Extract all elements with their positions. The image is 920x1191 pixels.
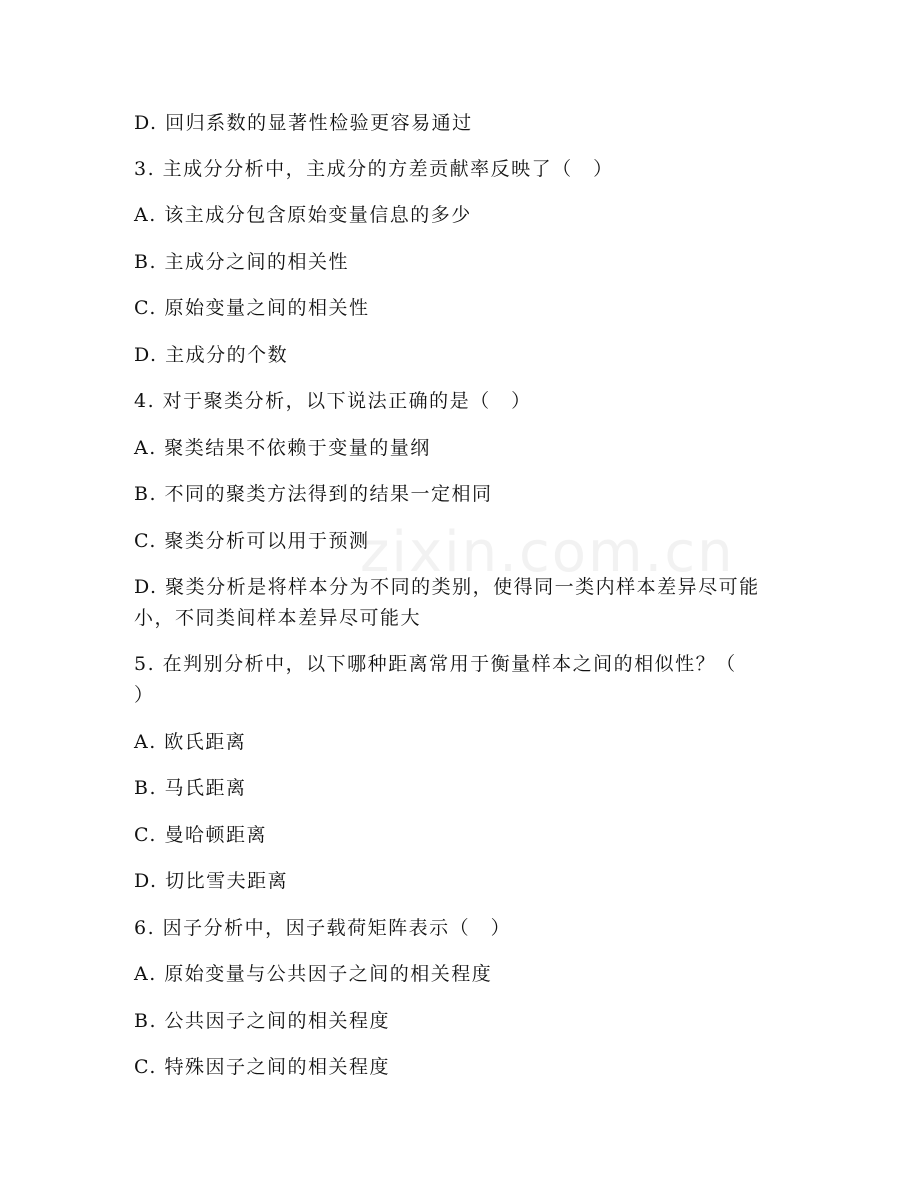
option-3c: C. 原始变量之间的相关性 <box>134 297 370 319</box>
option-3b: B. 主成分之间的相关性 <box>134 251 350 273</box>
option-2d: D. 回归系数的显著性检验更容易通过 <box>134 112 473 134</box>
option-5c: C. 曼哈顿距离 <box>134 824 267 846</box>
option-5d: D. 切比雪夫距离 <box>134 870 289 892</box>
option-3a: A. 该主成分包含原始变量信息的多少 <box>134 204 472 226</box>
option-5b: B. 马氏距离 <box>134 777 247 799</box>
option-4b: B. 不同的聚类方法得到的结果一定相同 <box>134 483 493 505</box>
option-6c: C. 特殊因子之间的相关程度 <box>134 1056 390 1078</box>
question-5: 5. 在判别分析中，以下哪种距离常用于衡量样本之间的相似性？（ <box>134 653 737 675</box>
question-6: 6. 因子分析中，因子载荷矩阵表示（ ） <box>134 917 512 939</box>
option-3d: D. 主成分的个数 <box>134 344 289 366</box>
option-4d: D. 聚类分析是将样本分为不同的类别，使得同一类内样本差异尽可能 <box>134 576 760 598</box>
option-4c: C. 聚类分析可以用于预测 <box>134 530 370 552</box>
option-4a: A. 聚类结果不依赖于变量的量纲 <box>134 437 431 459</box>
question-3: 3. 主成分分析中，主成分的方差贡献率反映了（ ） <box>134 158 614 180</box>
watermark: zixin.com.cn <box>360 520 735 585</box>
question-5-continued: ） <box>134 684 155 706</box>
option-6a: A. 原始变量与公共因子之间的相关程度 <box>134 963 493 985</box>
question-4: 4. 对于聚类分析，以下说法正确的是（ ） <box>134 390 532 412</box>
option-6b: B. 公共因子之间的相关程度 <box>134 1010 391 1032</box>
option-5a: A. 欧氏距离 <box>134 731 247 753</box>
option-4d-continued: 小，不同类间样本差异尽可能大 <box>134 607 422 629</box>
